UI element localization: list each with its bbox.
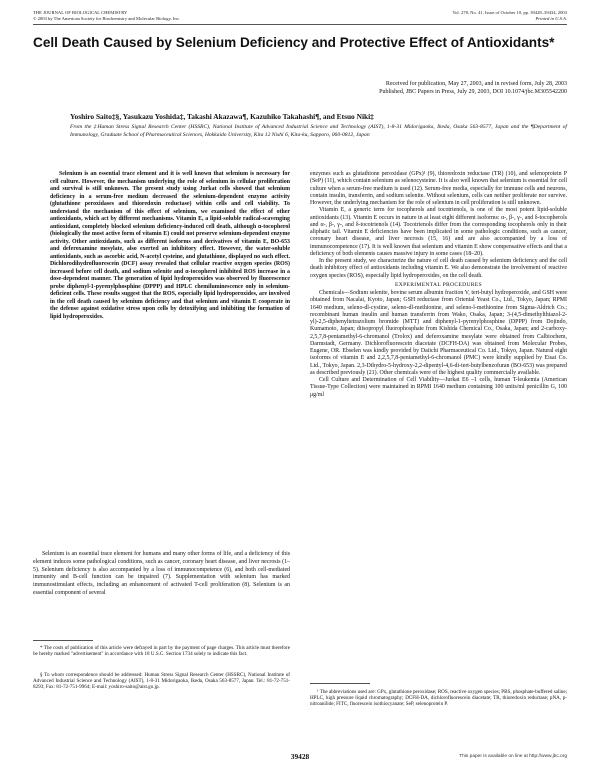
issue-line: Vol. 278, No. 41, Issue of October 10, pp. 39428–39434, 2003 — [452, 10, 567, 15]
methods-cell-culture: Cell Culture and Determination of Cell Viability—Jurkat E6 –1 cells, human T-leukemia (American Tissue-Type Collection) were maintained in RPMI 1640 medium containing 100 units/ml penicillin G, 100 μg/ml — [310, 377, 567, 398]
journal-header-left — [33, 10, 180, 21]
footnote-rule-left — [33, 640, 93, 641]
methods-chemicals: Chemicals—Sodium selenite, bovine serum albumin fraction V, tert-butyl hydroperoxide, and GSH were obtained from Nacalai, Kyoto, Japan; GSH reductase from Oriental Yeast Co., Ltd., Tokyo, Japan; RPMI 1640 medium, seleno-dl-cystine, seleno-dl-methionine, and seleno-l-methionine from Sigma-Aldrich Co.; recombinant human insulin and human transferrin from Wako, Osaka, Japan; 3-(4,5-dimethylthiazol-2-yl)-2,5-diphenyltetrazolium bromide (MTT) and diphenyl-1-pyrenylphosphine (DPPP) from Dojindo, Kumamoto, Japan; diisopropyl fluorophosphate from Kishida Chemical Co., Osaka, Japan; and 2-carboxy-2,5,7,8-pentamethyl-6-chromanol (Trolox) and deferoxamine mesylate were obtained from Calbiochem, Darmstadt, Germany. Dichlorofluorescein diacetate (DCFH-DA) was obtained from Molecular Probes, Eugene, OR. Ebselen was kindly provided by Daiichi Pharmaceutical Co. Ltd., Tokyo, Japan. Natural eight isoforms of vitamin E and 2,2,5,7,8-pentamethyl-6-chromanol (PMC) were kindly supplied by Eisai Co. Ltd., Tokyo, Japan. 2,3-Dihydro-5-hydroxy-2,2-dipentyl-4,6-di-tert-butylbenzofuran (BO-653) was prepared as described previously (21). Other chemicals were of the highest quality commercially available. — [310, 290, 567, 376]
right-column — [310, 171, 567, 399]
abstract: Selenium is an essential trace element and it is well known that selenium is necessary for cell culture. However, the mechanism underlying the role of selenium in cellular proliferation and survival is still unknown. The present study using Jurkat cells showed that selenium deficiency in a serum-free medium decreased the selenium-dependent enzyme activity (glutathione peroxidases and thioredoxin reductase) within cells and cell viability. To understand the mechanism of this effect of selenium, we examined the effect of other antioxidants, which act by different mechanisms. Vitamin E, a lipid-soluble radical-scavenging antioxidant, completely blocked selenium deficiency-induced cell death, although α-tocopherol (biologically the most active form of vitamin E) could not preserve selenium-dependent enzyme activity. Other antioxidants, such as different isoforms and derivatives of vitamin E, BO-653 and deferoxamine mesylate, also exerted an inhibitory effect. However, the water-soluble antioxidants, such as ascorbic acid, N-acetyl cysteine, and glutathione, displayed no such effect. Dichlorodihydrofluorescein (DCF) assay revealed that cellular reactive oxygen species (ROS) increased before cell death, and sodium selenite and α-tocopherol inhibited ROS increase in a dose-dependent manner. The generation of lipid hydroperoxides was observed by fluorescence probe diphenyl-1-pyrenylphosphine (DPPP) and HPLC chemiluminescence only in selenium-deficient cells. These results suggest that the ROS, especially lipid hydroperoxides, are involved in the cell death caused by selenium deficiency and that selenium and vitamin E cooperate in the defense against oxidative stress upon cells by detoxifying and inhibiting the formation of lipid hydroperoxides. — [50, 171, 290, 320]
journal-name: THE JOURNAL OF BIOLOGICAL CHEMISTRY — [33, 10, 128, 15]
header-rule — [33, 24, 567, 25]
footnote-rule-right — [310, 683, 370, 684]
copyright-line: © 2003 by The American Society for Biochemistry and Molecular Biology, Inc. — [33, 15, 180, 21]
intro-paragraph-2: Vitamin E, a generic term for tocopherols and tocotrienols, is one of the most potent lipid-soluble antioxidants (13). Vitamin E occurs in nature in at least eight different isoforms: α-, β-, γ-, and δ-tocopherols and α-, β-, γ-, and δ-tocotrienols (14). Tocotrienols differ from the corresponding tocopherols only in their aliphatic tail. Vitamin E deficiencies have been implicated in some pathologic conditions, such as cancer, coronary heart disease, and liver necrosis (15, 16) and are also accompanied by a loss of immunocompetence (17). It is well known that selenium and vitamin E show compensative effects and that a deficiency of both elements causes massive injury in some cases (18–20). — [310, 207, 567, 257]
affiliation: From the ‡Human Stress Signal Research Center (HSSRC), National Institute of Advanced Industrial Science and Technology (AIST), 1-8-31 Midorigaoka, Ikeda, Osaka 563-8577, Japan and the ¶Department of Immunology, Graduate School of Pharmaceutical Sciences, Hokkaido University, Kita 12 Nishi 6, Kita-ku, Sapporo, 060-0812, Japan — [70, 124, 567, 138]
footnote-correspondence: § To whom correspondence should be addressed: Human Stress Signal Research Center (HSSRC), National Institute of Advanced Industrial Science and Technology (AIST), 1-8-31 Midorigaoka, Ikeda, Osaka 563-8577, Japan. Tel.: 81-72-751-8293; Fax: 81-72-751-9964; E-mail: yoshiro-saito@aist.go.jp. — [33, 672, 290, 691]
author-list: Yoshiro Saito‡§, Yasukazu Yoshida‡, Takashi Akazawa¶, Kazuhiko Takahashi¶, and Etsuo Niki‡ — [70, 112, 374, 121]
online-availability-note: This paper is available on line at http://www.jbc.org — [459, 754, 567, 759]
article-title: Cell Death Caused by Selenium Deficiency and Protective Effect of Antioxidants* — [33, 35, 555, 50]
page-number: 39428 — [290, 752, 310, 761]
printed-line: Printed in U.S.A. — [535, 15, 567, 21]
footnote-abbreviations: ¹ The abbreviations used are: GPx, glutathione peroxidase; ROS, reactive oxygen species; PBS, phosphate-buffered saline; HPLC, high pressure liquid chromatography; DCFH-DA, dichlorofluorescein diacetate; TR, thioredoxin reductase; pNA, p-nitroanilide; FITC, fluorescein isothiocyanate; SeP, selenoprotein P. — [310, 689, 567, 708]
published-info: Published, JBC Papers in Press, July 29, 2003, DOI 10.1074/jbc.M305542200 — [379, 89, 567, 96]
footnote-costs: * The costs of publication of this article were defrayed in part by the payment of page charges. This article must therefore be hereby marked "advertisement" in accordance with 18 U.S.C. Section 1734 solely to indicate this fact. — [33, 645, 290, 658]
received-info — [147, 80, 567, 96]
intro-paragraph-1: enzymes such as glutathione peroxidase (GPx)¹ (9), thioredoxin reductase (TR) (10), and selenoprotein P (SeP) (11), which contain selenium as selenocysteine. It is also well known that selenium is essential for cell culture when a serum-free medium is used (12). Serum-free media, especially for immune cells and neurons, contain insulin, transferrin, and sodium selenite. Without selenium, cells can neither proliferate nor survive. However, the underlying mechanism for the role of selenium in cell proliferation is still unknown. — [310, 171, 567, 206]
received-dates: Received for publication, May 27, 2003, and in revised form, July 28, 2003 — [385, 81, 567, 87]
introduction-paragraph: Selenium is an essential trace element for humans and many other forms of life, and a deficiency of this element induces some pathological conditions, such as cancer, coronary heart disease, and liver necrosis (1–5). Selenium deficiency is also accompanied by a loss of immunocompetence (6), and both cell-mediated immunity and B-cell function can be impaired (7). Supplementation with selenium has marked immunostimulant effects, including an enhancement of activated T-cell proliferation (8). Selenium is an essential component of several — [33, 551, 290, 596]
journal-header-right — [452, 10, 567, 21]
intro-paragraph-3: In the present study, we characterize the nature of cell death caused by selenium deficiency and the cell death inhibitory effect of antioxidants including vitamin E. We also demonstrate the involvement of reactive oxygen species (ROS), especially lipid hydroperoxides, on the cell death. — [310, 258, 567, 279]
section-heading: EXPERIMENTAL PROCEDURES — [395, 281, 482, 288]
